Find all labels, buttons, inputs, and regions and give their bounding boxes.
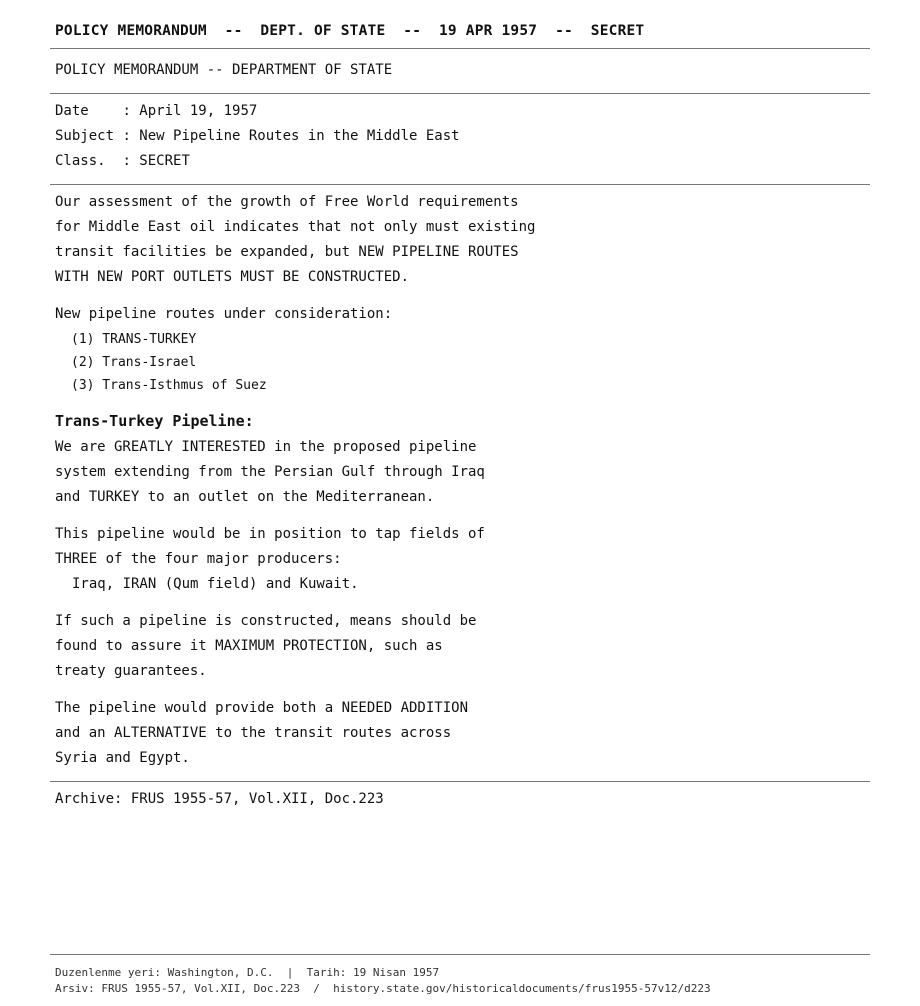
- route-item: (1) TRANS-TURKEY: [71, 332, 197, 347]
- route-item: (2) Trans-Israel: [71, 355, 197, 370]
- footer-line: Arsiv: FRUS 1955-57, Vol.XII, Doc.223 / history.state.gov/historicaldocuments/frus1955-57v12/d223: [55, 982, 711, 995]
- routes-intro: New pipeline routes under consideration:: [55, 306, 393, 322]
- paragraph-line: This pipeline would be in position to tap fields of: [55, 526, 485, 542]
- paragraph-line: and an ALTERNATIVE to the transit routes across: [55, 725, 452, 741]
- section-heading: Trans-Turkey Pipeline:: [55, 412, 254, 430]
- archive-reference: Archive: FRUS 1955-57, Vol.XII, Doc.223: [55, 791, 384, 807]
- header-divider: [50, 48, 870, 49]
- intro-line: for Middle East oil indicates that not only must existing: [55, 219, 536, 235]
- paragraph-line: Iraq, IRAN (Qum field) and Kuwait.: [72, 576, 359, 592]
- header-title: POLICY MEMORANDUM -- DEPT. OF STATE -- 19 APR 1957 -- SECRET: [55, 23, 645, 39]
- paragraph-line: The pipeline would provide both a NEEDED ADDITION: [55, 700, 469, 716]
- field-value: New Pipeline Routes in the Middle East: [139, 128, 460, 144]
- intro-line: transit facilities be expanded, but NEW PIPELINE ROUTES: [55, 244, 519, 260]
- field-value: SECRET: [139, 153, 190, 169]
- memo-heading: POLICY MEMORANDUM -- DEPARTMENT OF STATE: [55, 62, 393, 78]
- memo-page: [50, 0, 870, 1006]
- body-divider: [50, 781, 870, 782]
- field-label: Subject: [55, 128, 123, 144]
- paragraph-line: If such a pipeline is constructed, means should be: [55, 613, 477, 629]
- paragraph-line: found to assure it MAXIMUM PROTECTION, such as: [55, 638, 443, 654]
- intro-line: WITH NEW PORT OUTLETS MUST BE CONSTRUCTED.: [55, 269, 410, 285]
- field-class: Class. : SECRET: [55, 153, 190, 169]
- field-label: Date: [55, 103, 123, 119]
- field-value: April 19, 1957: [139, 103, 258, 119]
- footer-divider: [50, 954, 870, 955]
- intro-line: Our assessment of the growth of Free World requirements: [55, 194, 519, 210]
- heading-divider: [50, 93, 870, 94]
- field-date: Date : April 19, 1957: [55, 103, 258, 119]
- footer-line: Duzenlenme yeri: Washington, D.C. | Tarih: 19 Nisan 1957: [55, 966, 440, 979]
- field-label: Class.: [55, 153, 123, 169]
- field-subject: Subject : New Pipeline Routes in the Middle East: [55, 128, 460, 144]
- paragraph-line: system extending from the Persian Gulf through Iraq: [55, 464, 485, 480]
- paragraph-line: We are GREATLY INTERESTED in the proposed pipeline: [55, 439, 477, 455]
- paragraph-line: treaty guarantees.: [55, 663, 207, 679]
- paragraph-line: Syria and Egypt.: [55, 750, 190, 766]
- fields-divider: [50, 184, 870, 185]
- paragraph-line: THREE of the four major producers:: [55, 551, 342, 567]
- route-item: (3) Trans-Isthmus of Suez: [71, 378, 267, 393]
- paragraph-line: and TURKEY to an outlet on the Mediterranean.: [55, 489, 435, 505]
